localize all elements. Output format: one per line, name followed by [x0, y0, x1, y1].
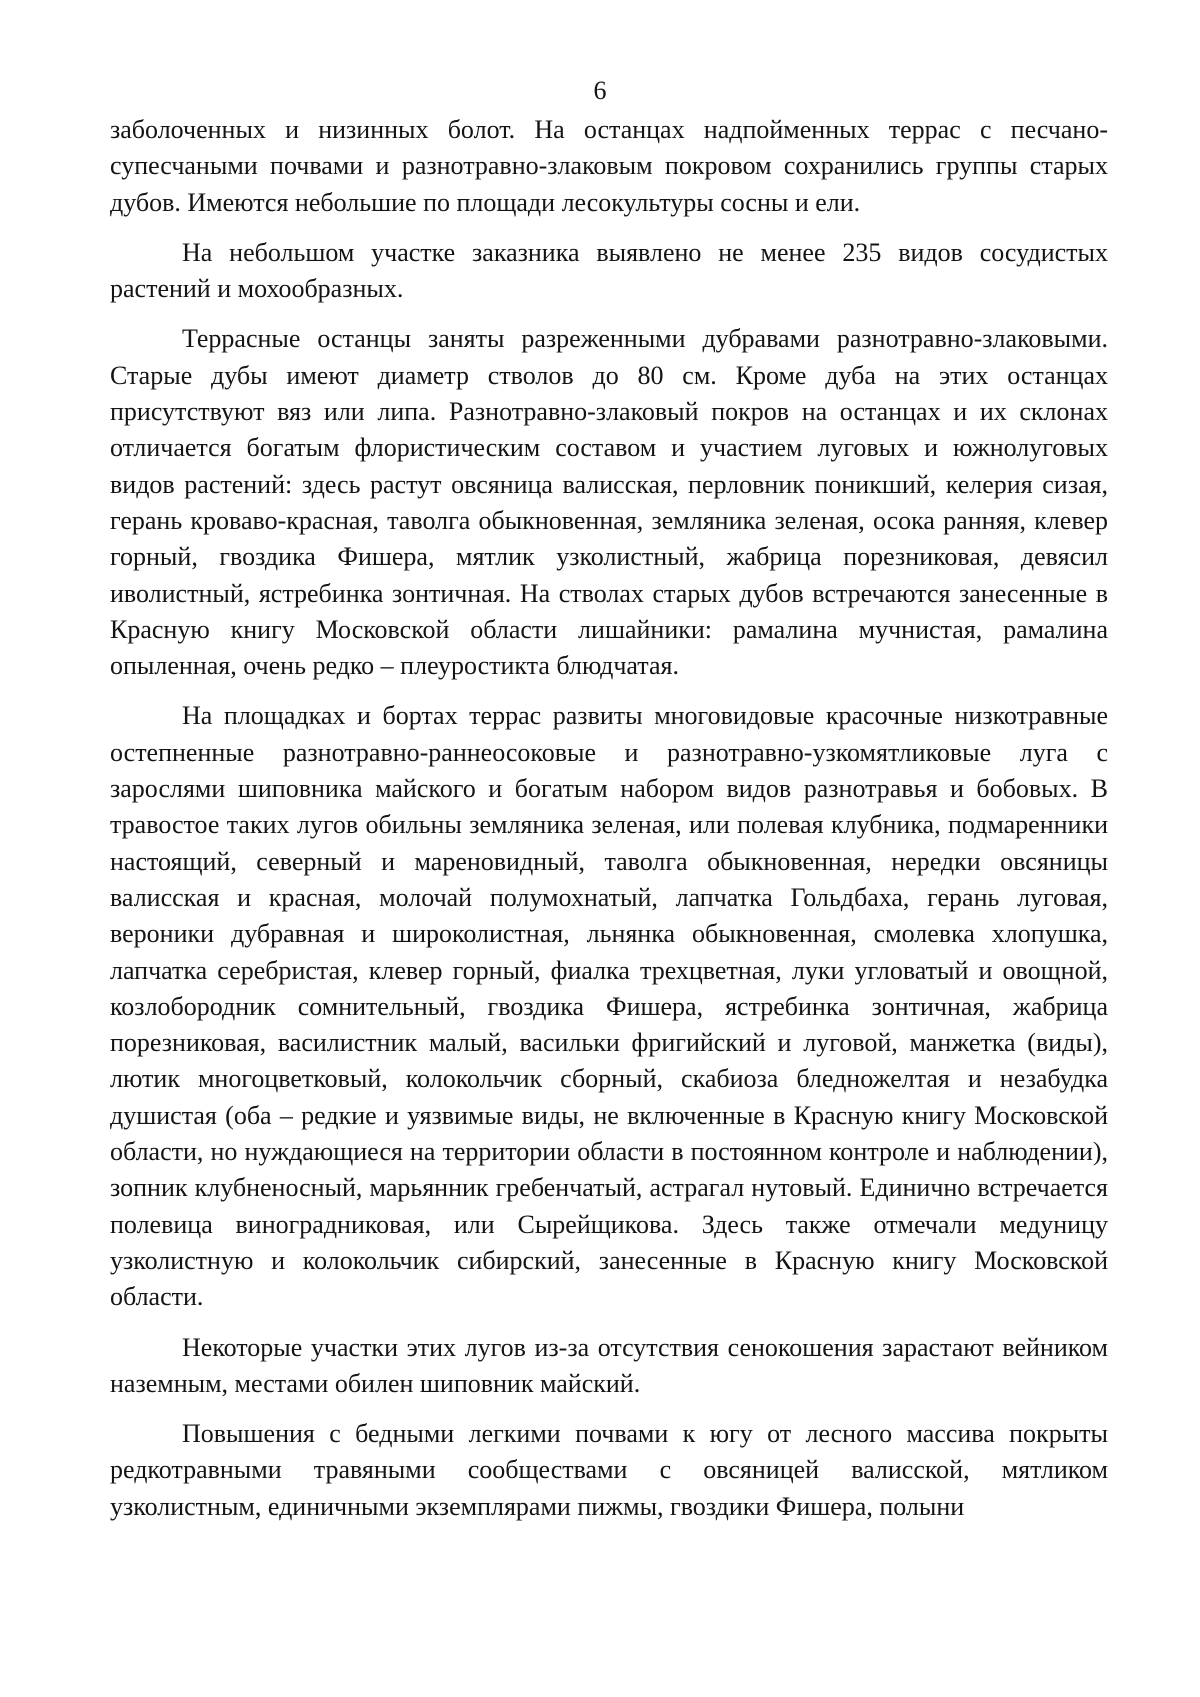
paragraph-continued: заболоченных и низинных болот. На останцах надпойменных террас с песчано-супесчаными почвами и разнотравно-злаковым покровом сохранились группы старых дубов. Имеются небольшие по площади лесокультуры сосны и ели. — [110, 115, 1108, 217]
paragraph-terrace-remnants: Террасные останцы заняты разреженными дубравами разнотравно-злаковыми. Старые дубы имеют диаметр стволов до 80 см. Кроме дуба на этих останцах присутствуют вяз или липа. Разнотравно-злаковый покров на останцах и их склонах отличается богатым флористическим составом и участием луговых и южнолуговых видов растений: здесь растут овсяница валисская, перловник поникший, келерия сизая, герань кроваво-красная, таволга обыкновенная, земляника зеленая, осока ранняя, клевер горный, гвоздика Фишера, мятлик узколистный, жабрица порезниковая, девясил иволистный, ястребинка зонтичная. На стволах старых дубов встречаются занесенные в Красную книгу Московской области лишайники: рамалина мучнистая, рамалина опыленная, очень редко – плеуростикта блюдчатая. — [110, 324, 1108, 681]
paragraph-elevations: Повышения с бедными легкими почвами к югу от лесного массива покрыты редкотравными травяными сообществами с овсяницей валисской, мятликом узколистным, единичными экземплярами пижмы, гвоздики Фишера, полыни — [110, 1419, 1108, 1521]
paragraph-meadows: На площадках и бортах террас развиты многовидовые красочные низкотравные остепненные разнотравно-раннеосоковые и разнотравно-узкомятликовые луга с зарослями шиповника майского и богатым набором видов разнотравья и бобовых. В травостое таких лугов обильны земляника зеленая, или полевая клубника, подмаренники настоящий, северный и мареновидный, таволга обыкновенная, нередки овсяницы валисская и красная, молочай полумохнатый, лапчатка Гольдбаха, герань луговая, вероники дубравная и широколистная, льнянка обыкновенная, смолевка хлопушка, лапчатка серебристая, клевер горный, фиалка трехцветная, луки угловатый и овощной, козлобородник сомнительный, гвоздика Фишера, ястребинка зонтичная, жабрица порезниковая, василистник малый, васильки фригийский и луговой, манжетка (виды), лютик многоцветковый, колокольчик сборный, скабиоза бледножелтая и незабудка душистая (оба – редкие и уязвимые виды, не включенные в Красную книгу Московской области, но нуждающиеся на территории области в постоянном контроле и наблюдении), зопник клубненосный, марьянник гребенчатый, астрагал нутовый. Единично встречается полевица виноградниковая, или Сырейщикова. Здесь также отмечали медуницу узколистную и колокольчик сибирский, занесенные в Красную книгу Московской области. — [110, 701, 1108, 1312]
body-text — [110, 112, 1108, 1525]
paragraph-overgrowing: Некоторые участки этих лугов из-за отсутствия сенокошения зарастают вейником наземным, местами обилен шиповник майский. — [110, 1332, 1108, 1398]
paragraph-species-count: На небольшом участке заказника выявлено не менее 235 видов сосудистых растений и мохообразных. — [110, 237, 1108, 304]
page-number: 6 — [593, 76, 607, 105]
